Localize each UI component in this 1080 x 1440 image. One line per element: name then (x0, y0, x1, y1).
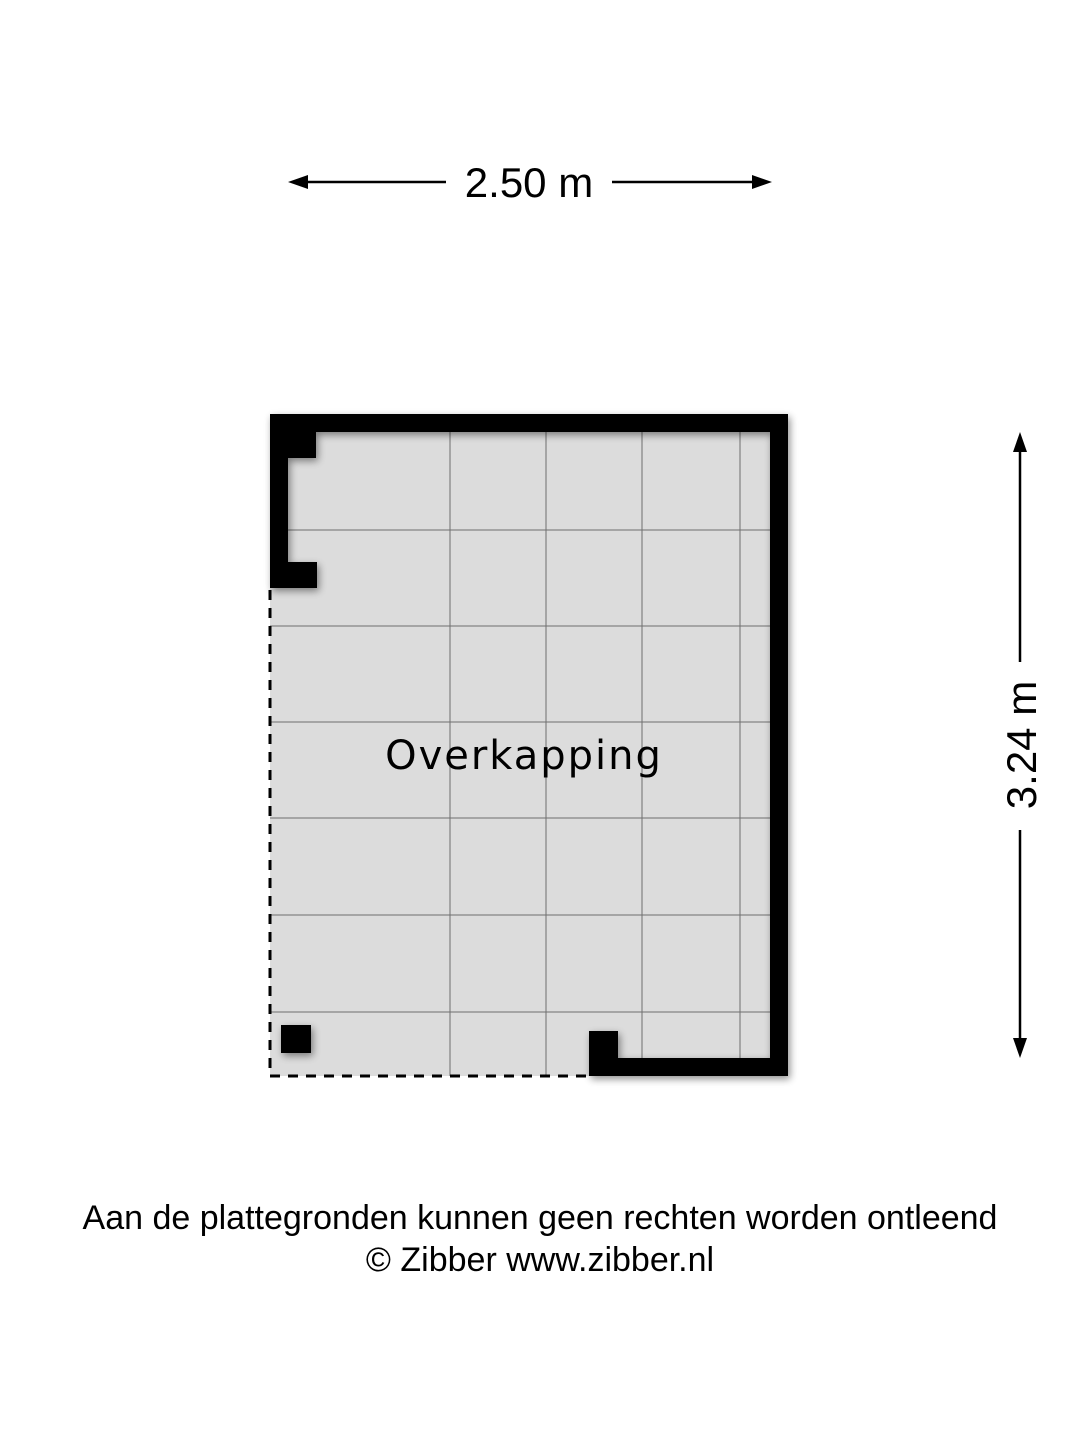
wall-right (770, 414, 788, 1076)
height-label: 3.24 m (998, 680, 1045, 810)
wall-stub-middle (270, 562, 317, 588)
column-bottom-right (589, 1031, 618, 1076)
width-label: 2.50 m (464, 159, 594, 206)
wall-bottom (590, 1058, 788, 1076)
disclaimer-text: Aan de plattegronden kunnen geen rechten worden ontleend (82, 1199, 998, 1237)
wall-top (270, 414, 788, 432)
column-bottom-left (281, 1025, 311, 1053)
room-label: Overkapping (385, 733, 663, 779)
wall-stub-top (270, 432, 316, 458)
copyright-text: © Zibber www.zibber.nl (365, 1241, 715, 1279)
